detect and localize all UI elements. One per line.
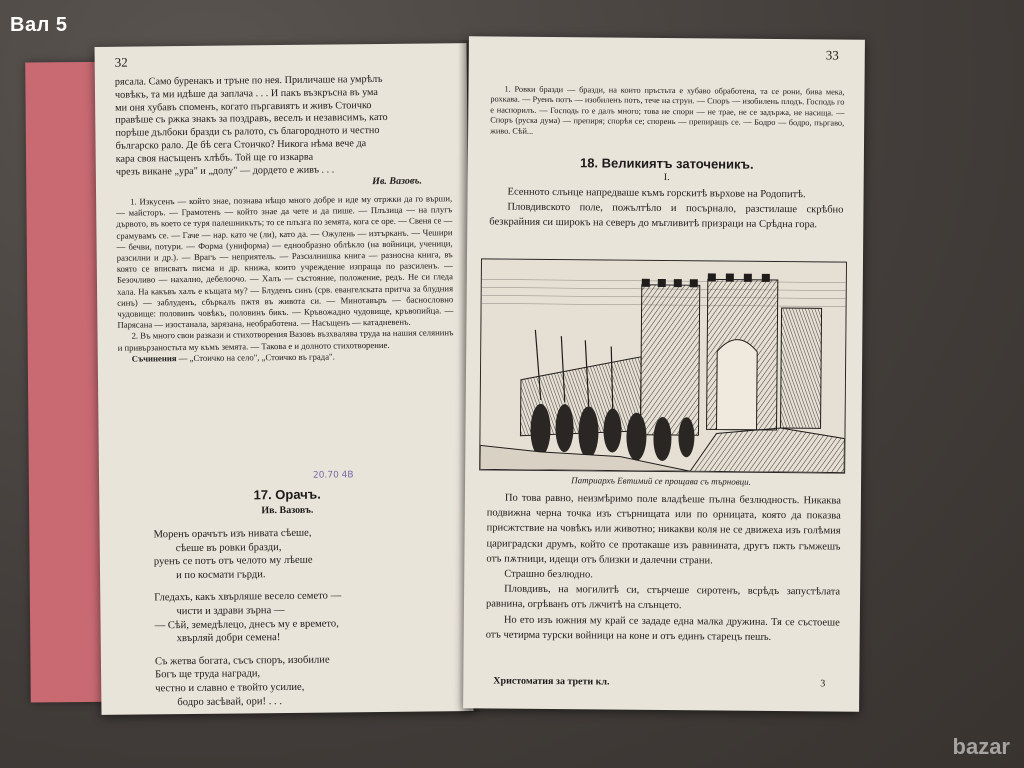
stanza [154, 525, 475, 583]
works-note [118, 350, 454, 365]
works-label: Съчинения [131, 352, 177, 364]
poem-line: Богъ ще труда награди, [155, 668, 261, 681]
paragraph: Страшно безлюдно. [504, 568, 593, 581]
story-ending [115, 73, 452, 192]
stanza [155, 652, 476, 710]
chapter-text-bottom [486, 490, 841, 645]
text-line: рясала. Само буренакъ и тръне по нея. Приличаше на умрѣлъ [114, 73, 383, 88]
vocabulary-notes [116, 193, 454, 365]
poem-line: бодро засѣвай, ори! . . . [177, 695, 283, 708]
illustration-caption: Патриархъ Евтимий се прощава съ търновци. [571, 475, 751, 487]
poem-line: Гледахъ, какъ хвърляше весело семето — [154, 590, 342, 604]
page-number: 32 [114, 54, 128, 70]
seller-watermark: Вал 5 [10, 14, 68, 36]
poem-line: и по космати гърди. [175, 568, 266, 581]
note-paragraph: 1. Изкусенъ — който знае, познава нѣщо много добре и иде му отржки да го върши, — майсторъ. — Грамотенъ — който знае да чете и да пише. — Плъзица — на плугъ дървото, въ което се туря палешникътъ; то се плъзга по земята, кога се оре. — Свеня се — срамувамъ се. — Гаче — нар. като че (ли), като да. — Ожулень — изтърканъ. — Чешири — бечви, потури. — Форма (униформа) — еднообразно облѣкло (на войници, ученици, разсилни и др.). — Врагъ — неприятель. — Разсилнишка книга — разносна книга, въ която се вписватъ писма и др. книжа, които учреждение изпраща по разсиленъ. — Безочливо — нахално, дебелоочо. — Халъ — състояние, положение, редъ. Не си гледа хала. На какъвъ халъ е къщата му? — Блуденъ синъ (срв. евангелската притча за блудния синъ) — заблуденъ, сбъркалъ пжтя въ живота си. — Минотавъръ — баснословно чудовище: половинъ човѣкъ, половинъ бикъ. — Кръвожадно чудовище, кръвопийца. — Парясана — изостанала, зарязана, необработена. — Насъщенъ — катадневенъ. [116, 193, 454, 330]
poem-line: хвърляй добри семена! [176, 632, 281, 645]
fortress-engraving [480, 259, 846, 472]
poem-line: чисти и здрави зърна — [176, 604, 285, 618]
poem-title: 17. Орачъ. [253, 486, 321, 503]
poem-line: Съ жетва богата, съсъ споръ, изобилие [154, 654, 330, 668]
note-paragraph: 1. Ровки бразди — бразди, на които пръстьта е хубаво обработена, та се рони, бива мека, рохкава. — Руенъ потъ — изобиленъ потъ, тече на струи. — Споръ — изобилень плодъ. Господь го е наспорилъ. — Господь го е далъ много; това не спори — не трае, не се задържа, не насища. — Споръ (руска дума) — препиря; спорѣя се; спорень — препиращъ се. — Бодро — бодро, пъргаво, живо. Сѣй... [490, 84, 845, 136]
poem-line: руенъ се потъ отъ челото му лѣеше [153, 554, 313, 568]
poem-author: Ив. Вазовъ. [261, 504, 314, 517]
text-line: българско рало. Де бѣ сега Стоичко? Никога нѣма вече да [115, 138, 367, 152]
illustration [479, 258, 847, 473]
text-line: човѣкъ, та ми идѣше да заплача . . . И пакъ възкръсна въ ума [114, 86, 378, 101]
poem-line: честно и славно е твойто усилие, [155, 681, 305, 695]
chapter-title: 18. Великиятъ заточеникъ. [579, 155, 754, 172]
section-number: I. [663, 171, 670, 184]
signature-number: 3 [820, 678, 826, 690]
note-paragraph: 2. Въ много свои разкази и стихотворения Вазовъ възхвалява труда на нашия селянинъ и привързаностьта му къмъ земята. — Такова е и долното стихотворение. [117, 327, 454, 353]
poem-line: Моренъ орачътъ изъ нивата сѣеше, [153, 527, 312, 541]
poem-line: сѣеше въ ровки бразди, [175, 541, 282, 554]
story-author: Ив. Вазовъ. [372, 175, 422, 188]
text-line: порѣше дълбоки бразди съ ралото, съ благородното и честно [115, 125, 380, 139]
left-page [95, 43, 474, 715]
vocabulary-notes [490, 84, 844, 139]
text-line: чрезъ викане „ура" и „долу" — дордето е живъ . . . [115, 164, 335, 178]
page-number: 33 [825, 47, 839, 63]
paragraph: По това равно, неизмѣримо поле владѣеше пълна безлюдность. Никаква подвижна черна точка изъ стърнищата или по орницата, която да показва присжтствие на човѣкъ или животно; никакви коля не се движеха изъ голѣмия цариградски друмъ, който се протакаше изъ равнината, другъ пжть гъмжешъ отъ пѫтници, идещи отъ близки и далечни страни. [486, 492, 841, 567]
paragraph: Пловдивъ, на могилитѣ си, стърчеше сиротенъ, всрѣдъ запустѣлата равнина, огрѣванъ отъ лжчитѣ на слънцето. [485, 583, 841, 612]
brand-watermark: bazar [952, 734, 1010, 759]
poem [120, 525, 476, 719]
stanza [154, 588, 475, 646]
paragraph: Но ето изъ южния му край се зададе една малка дружина. Тя се състоеше отъ четирма турски войници на коне и отъ единъ старецъ пешъ. [485, 614, 840, 643]
pen-note: 20.70 4B [312, 470, 354, 481]
text-line: кара своя насъщенъ хлѣбъ. Той ще го изкарва [115, 151, 314, 165]
works-text: — „Стоичко на село", „Стоичко въ града". [178, 351, 335, 363]
paragraph: Пловдивското поле, пожълтѣло и посърнало, разстилаше скрѣбно безкрайния си широкъ на северъ до мъгливитѣ призраци на Срѣдна гора. [489, 201, 844, 231]
chapter-text-top [489, 184, 843, 232]
text-line: правѣше съ ржка знакъ за поздравъ, веселъ и независимъ, като [115, 112, 388, 127]
right-page [463, 36, 865, 711]
text-line: ми оня хубавъ споменъ, когато пъргавиятъ и живъ Стоичко [115, 99, 372, 114]
paragraph: Есенното слънце напредваше къмъ горскитѣ върхове на Родопитѣ. [507, 186, 806, 201]
poem-line: — Сѣй, земедѣлецо, днесъ му е времето, [154, 618, 339, 631]
book-title-footer: Христоматия за трети кл. [493, 675, 610, 688]
